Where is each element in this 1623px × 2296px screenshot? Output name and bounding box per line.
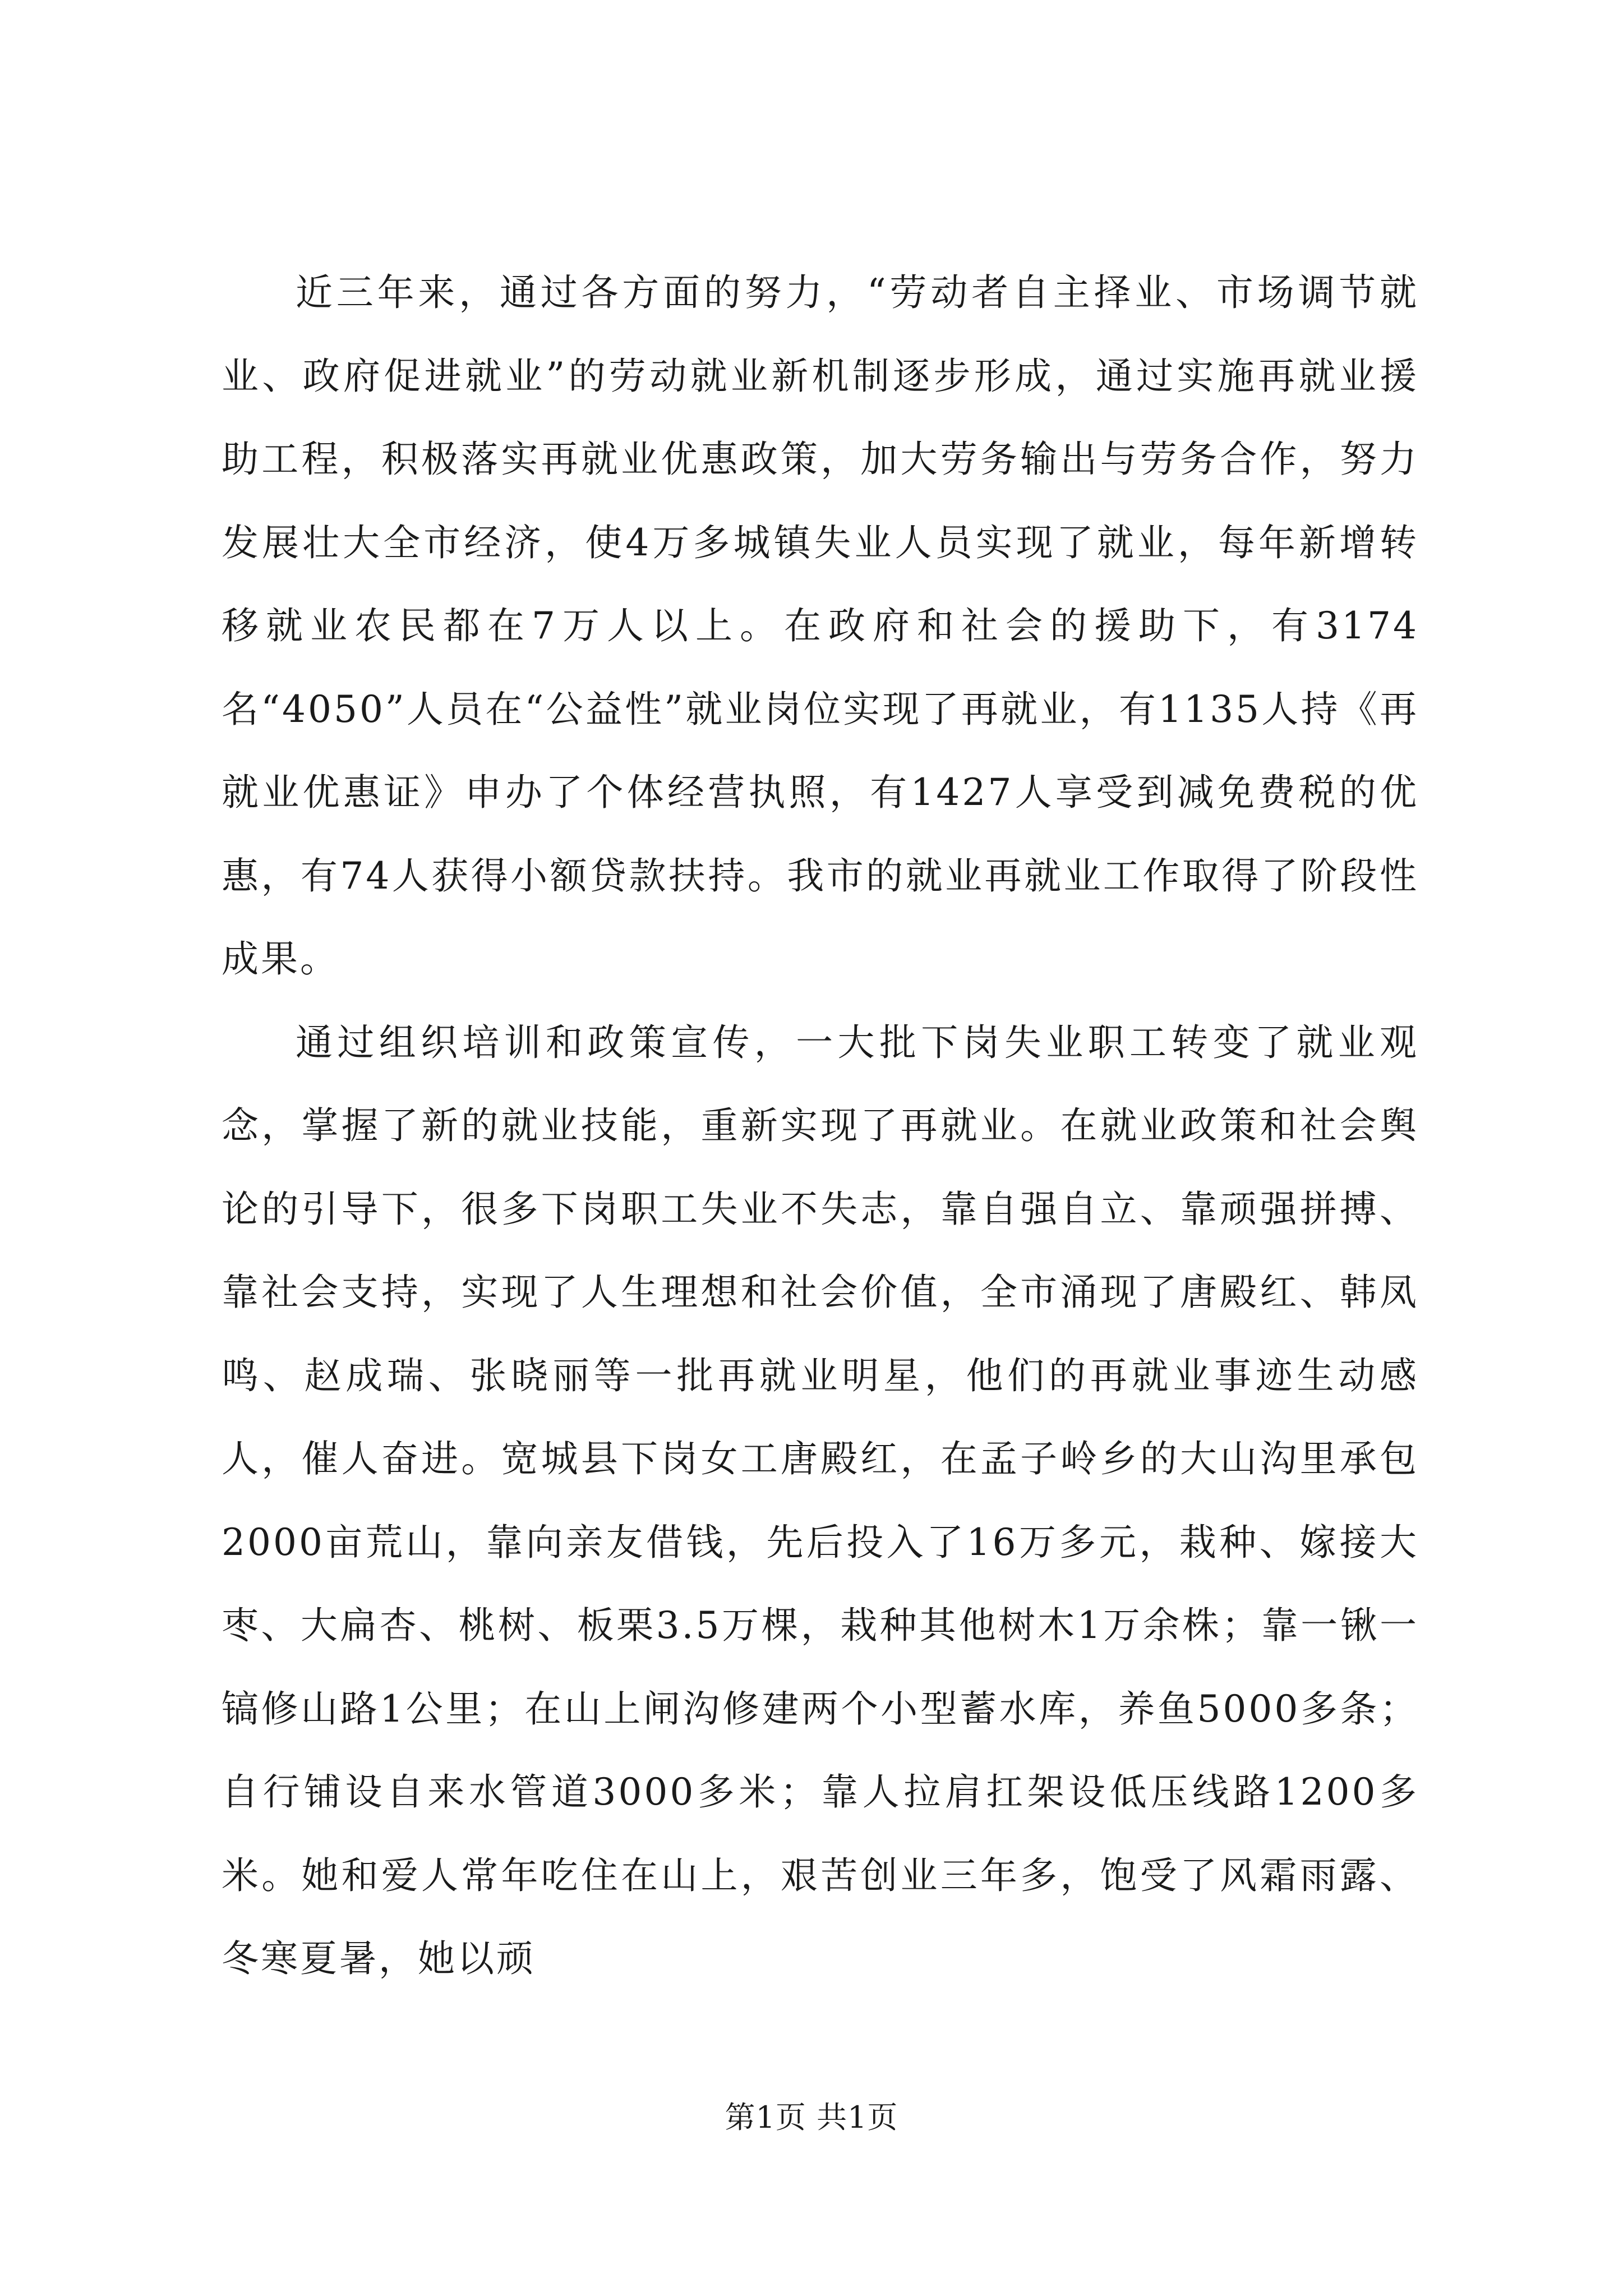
paragraph-employment-achievements: 近三年来，通过各方面的努力，“劳动者自主择业、市场调节就业、政府促进就业”的劳动就业新机制逐步形成，通过实施再就业援助工程，积极落实再就业优惠政策，加大劳务输出与劳务合作，努力发展壮大全市经济，使4万多城镇失业人员实现了就业，每年新增转移就业农民都在7万人以上。在政府和社会的援助下，有3174名“4050”人员在“公益性”就业岗位实现了再就业，有1135人持《再就业优惠证》申办了个体经营执照，有1427人享受到减免费税的优惠，有74人获得小额贷款扶持。我市的就业再就业工作取得了阶段性成果。 [222, 271, 1419, 981]
page-footer [0, 2098, 1623, 2137]
paragraph-reemployment-stars: 通过组织培训和政策宣传，一大批下岗失业职工转变了就业观念，掌握了新的就业技能，重新实现了再就业。在就业政策和社会舆论的引导下，很多下岗职工失业不失志，靠自强自立、靠顽强拼搏、靠社会支持，实现了人生理想和社会价值，全市涌现了唐殿红、韩凤鸣、赵成瑞、张晓丽等一批再就业明星，他们的再就业事迹生动感人，催人奋进。宽城县下岗女工唐殿红，在孟子岭乡的大山沟里承包2000亩荒山，靠向亲友借钱，先后投入了16万多元，栽种、嫁接大枣、大扁杏、桃树、板栗3.5万棵，栽种其他树木1万余株；靠一锹一镐修山路1公里；在山上闸沟修建两个小型蓄水库，养鱼5000多条；自行铺设自来水管道3000多米；靠人拉肩扛架设低压线路1200多米。她和爱人常年吃住在山上，艰苦创业三年多，饱受了风霜雨露、冬寒夏暑，她以顽 [222, 1020, 1419, 1980]
page-number-label: 第1页 共1页 [725, 2100, 898, 2135]
document-body [222, 251, 1419, 2001]
